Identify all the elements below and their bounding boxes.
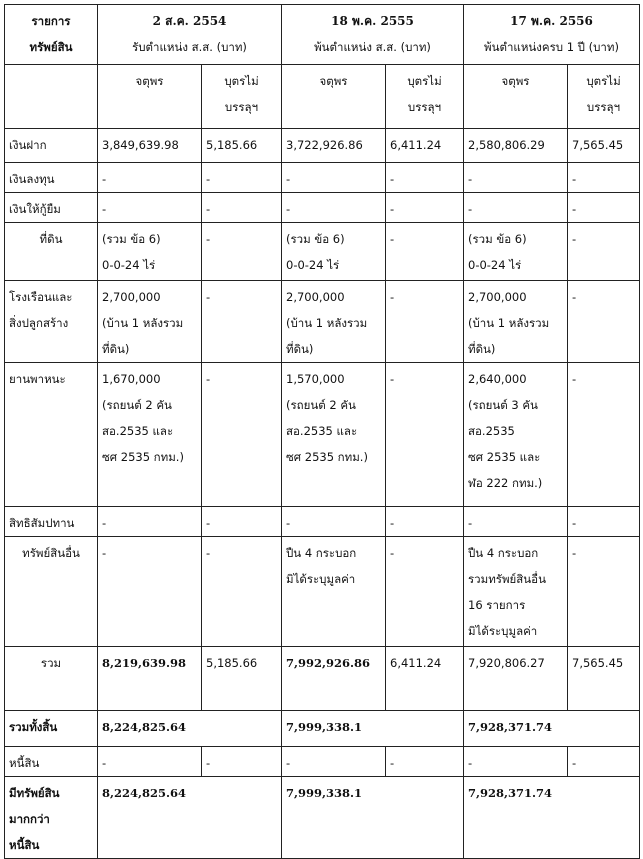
cell-line: - xyxy=(572,546,577,560)
debt-cell xyxy=(282,747,386,777)
cell-line: (รถยนต์ 2 คัน xyxy=(102,398,172,412)
net-value: 7,928,371.74 xyxy=(468,786,553,800)
table-cell xyxy=(386,193,464,223)
header-row xyxy=(5,5,640,65)
table-cell xyxy=(386,363,464,507)
subheader-child-line2: บรรลุฯ xyxy=(407,100,442,114)
cell-line: 2,700,000 xyxy=(102,290,161,304)
cell-line: 0-0-24 ไร่ xyxy=(102,258,156,272)
row-label-line: โรงเรือนและ xyxy=(9,290,73,304)
sum-cell xyxy=(98,647,202,711)
table-row xyxy=(5,281,640,363)
cell-line: รวมทรัพย์สินอื่น xyxy=(468,572,546,586)
table-cell xyxy=(202,537,282,647)
cell-line: 2,580,806.29 xyxy=(468,138,545,152)
table-cell xyxy=(282,163,386,193)
header-item-label xyxy=(5,5,98,65)
cell-line: 3,722,926.86 xyxy=(286,138,363,152)
period-2-date: 18 พ.ค. 2555 xyxy=(331,14,414,28)
cell-line: - xyxy=(206,372,211,386)
cell-line: - xyxy=(102,202,107,216)
asset-declaration-table xyxy=(4,4,640,859)
row-label xyxy=(5,163,98,193)
table-cell xyxy=(98,163,202,193)
debt-cell xyxy=(202,747,282,777)
subheader-person-label: จตุพร xyxy=(135,74,164,88)
table-cell xyxy=(386,163,464,193)
cell-line: - xyxy=(390,202,395,216)
subheader-child-line2: บรรลุฯ xyxy=(224,100,259,114)
table-cell xyxy=(568,363,640,507)
cell-line: ปืน 4 กระบอก xyxy=(286,546,357,560)
cell-line: 1,570,000 xyxy=(286,372,345,386)
cell-line: ปืน 4 กระบอก xyxy=(468,546,539,560)
table-cell xyxy=(386,129,464,163)
net-label xyxy=(5,777,98,859)
table-cell xyxy=(386,281,464,363)
cell-line: ที่ดิน) xyxy=(468,342,496,356)
subheader-child xyxy=(386,65,464,129)
subheader-person xyxy=(282,65,386,129)
cell-line: - xyxy=(572,290,577,304)
subheader-person xyxy=(464,65,568,129)
cell-line: - xyxy=(468,172,473,186)
cell-line: 16 รายการ xyxy=(468,598,526,612)
table-cell xyxy=(464,537,568,647)
debt-cell xyxy=(568,747,640,777)
cell-line: ซศ 2535 กทม.) xyxy=(286,450,368,464)
cell-line: - xyxy=(206,546,211,560)
subheader-person-label: จตุพร xyxy=(501,74,530,88)
table-cell xyxy=(202,129,282,163)
cell-line: (รวม ข้อ 6) xyxy=(102,232,161,246)
period-1-status: รับตำแหน่ง ส.ส. (บาท) xyxy=(132,40,247,54)
sum-row xyxy=(5,647,640,711)
subheader-empty xyxy=(5,65,98,129)
cell-line: สอ.2535 และ xyxy=(286,424,358,438)
table-cell xyxy=(98,193,202,223)
period-2-status: พ้นตำแหน่ง ส.ส. (บาท) xyxy=(314,40,431,54)
cell-line: มิได้ระบุมูลค่า xyxy=(286,572,356,586)
debt-value: - xyxy=(102,756,107,770)
row-label-line: เงินลงทุน xyxy=(9,172,55,186)
header-period-1 xyxy=(98,5,282,65)
cell-line: ซศ 2535 และ xyxy=(468,450,541,464)
header-period-2 xyxy=(282,5,464,65)
row-label-line: สิ่งปลูกสร้าง xyxy=(9,316,69,330)
row-label xyxy=(5,537,98,647)
debt-cell xyxy=(464,747,568,777)
sum-label-text: รวม xyxy=(40,656,62,670)
subheader-person xyxy=(98,65,202,129)
net-value: 7,999,338.1 xyxy=(286,786,363,800)
table-cell xyxy=(98,281,202,363)
sum-value: 5,185.66 xyxy=(206,656,258,670)
sum-value: 8,219,639.98 xyxy=(102,656,187,670)
cell-line: - xyxy=(572,172,577,186)
subheader-child xyxy=(568,65,640,129)
row-label xyxy=(5,223,98,281)
cell-line: (บ้าน 1 หลังรวม xyxy=(468,316,550,330)
table-cell xyxy=(98,507,202,537)
cell-line: 2,640,000 xyxy=(468,372,527,386)
cell-line: (บ้าน 1 หลังรวม xyxy=(102,316,184,330)
period-3-date: 17 พ.ค. 2556 xyxy=(510,14,593,28)
cell-line: - xyxy=(390,290,395,304)
table-cell xyxy=(202,223,282,281)
total-row xyxy=(5,711,640,747)
cell-line: - xyxy=(572,232,577,246)
net-value: 8,224,825.64 xyxy=(102,786,187,800)
table-cell xyxy=(464,363,568,507)
table-row xyxy=(5,193,640,223)
cell-line: - xyxy=(102,516,107,530)
cell-line: - xyxy=(206,290,211,304)
sum-label xyxy=(5,647,98,711)
row-label xyxy=(5,363,98,507)
subheader-child-line2: บรรลุฯ xyxy=(586,100,621,114)
table-cell xyxy=(282,281,386,363)
table-cell xyxy=(202,363,282,507)
net-value-cell xyxy=(464,777,640,859)
cell-line: - xyxy=(468,516,473,530)
debt-label-text: หนี้สิน xyxy=(9,756,40,770)
table-cell xyxy=(464,507,568,537)
cell-line: 3,849,639.98 xyxy=(102,138,179,152)
table-cell xyxy=(568,193,640,223)
table-cell xyxy=(202,163,282,193)
cell-line: มิได้ระบุมูลค่า xyxy=(468,624,538,638)
subheader-person-label: จตุพร xyxy=(319,74,348,88)
table-cell xyxy=(464,163,568,193)
sum-cell xyxy=(282,647,386,711)
cell-line: สอ.2535 และ xyxy=(102,424,174,438)
subheader-child-line1: บุตรไม่ xyxy=(224,74,259,88)
row-label xyxy=(5,193,98,223)
debt-value: - xyxy=(390,756,395,770)
table-row xyxy=(5,363,640,507)
cell-line: 2,700,000 xyxy=(286,290,345,304)
period-3-status: พ้นตำแหน่งครบ 1 ปี (บาท) xyxy=(484,40,619,54)
cell-line: - xyxy=(206,232,211,246)
table-cell xyxy=(386,537,464,647)
net-label-line: หนี้สิน xyxy=(9,838,40,852)
cell-line: (รถยนต์ 3 คัน xyxy=(468,398,538,412)
sum-cell xyxy=(464,647,568,711)
table-row xyxy=(5,507,640,537)
cell-line: 0-0-24 ไร่ xyxy=(468,258,522,272)
sum-value: 6,411.24 xyxy=(390,656,442,670)
header-item-label-line1: รายการ xyxy=(31,14,71,28)
table-cell xyxy=(568,507,640,537)
table-cell xyxy=(202,507,282,537)
net-row xyxy=(5,777,640,859)
cell-line: - xyxy=(390,232,395,246)
cell-line: 7,565.45 xyxy=(572,138,624,152)
table-row xyxy=(5,163,640,193)
debt-value: - xyxy=(206,756,211,770)
table-row xyxy=(5,537,640,647)
cell-line: - xyxy=(206,172,211,186)
row-label-line: เงินให้กู้ยืม xyxy=(9,202,61,216)
debt-cell xyxy=(98,747,202,777)
cell-line: 6,411.24 xyxy=(390,138,442,152)
cell-line: (รวม ข้อ 6) xyxy=(286,232,345,246)
debt-value: - xyxy=(286,756,291,770)
cell-line: - xyxy=(102,172,107,186)
row-label xyxy=(5,281,98,363)
cell-line: - xyxy=(102,546,107,560)
cell-line: 5,185.66 xyxy=(206,138,258,152)
cell-line: - xyxy=(286,202,291,216)
debt-label xyxy=(5,747,98,777)
row-label-line: ยานพาหนะ xyxy=(9,372,66,386)
net-label-line: มีทรัพย์สิน xyxy=(9,786,60,800)
total-label-text: รวมทั้งสิ้น xyxy=(9,720,58,734)
table-cell xyxy=(282,537,386,647)
cell-line: ที่ดิน) xyxy=(286,342,314,356)
cell-line: - xyxy=(572,516,577,530)
cell-line: 2,700,000 xyxy=(468,290,527,304)
table-cell xyxy=(464,193,568,223)
sum-value: 7,565.45 xyxy=(572,656,624,670)
cell-line: - xyxy=(572,372,577,386)
sum-cell xyxy=(386,647,464,711)
cell-line: - xyxy=(286,172,291,186)
net-label-line: มากกว่า xyxy=(9,812,50,826)
table-cell xyxy=(464,129,568,163)
total-value-cell xyxy=(282,711,464,747)
table-cell xyxy=(282,129,386,163)
cell-line: - xyxy=(286,516,291,530)
cell-line: - xyxy=(468,202,473,216)
subheader-row xyxy=(5,65,640,129)
cell-line: - xyxy=(206,516,211,530)
cell-line: (รถยนต์ 2 คัน xyxy=(286,398,356,412)
total-label xyxy=(5,711,98,747)
debt-cell xyxy=(386,747,464,777)
table-cell xyxy=(282,223,386,281)
row-label-line: เงินฝาก xyxy=(9,138,47,152)
cell-line: - xyxy=(390,372,395,386)
debt-value: - xyxy=(468,756,473,770)
table-cell xyxy=(282,363,386,507)
cell-line: ซศ 2535 กทม.) xyxy=(102,450,184,464)
sum-value: 7,920,806.27 xyxy=(468,656,545,670)
table-cell xyxy=(98,223,202,281)
sum-cell xyxy=(568,647,640,711)
cell-line: ฬอ 222 กทม.) xyxy=(468,476,543,490)
subheader-child-line1: บุตรไม่ xyxy=(407,74,442,88)
cell-line: 1,670,000 xyxy=(102,372,161,386)
table-cell xyxy=(464,281,568,363)
cell-line: - xyxy=(390,546,395,560)
table-cell xyxy=(202,281,282,363)
cell-line: - xyxy=(390,172,395,186)
debt-value: - xyxy=(572,756,577,770)
table-cell xyxy=(98,537,202,647)
table-cell xyxy=(568,223,640,281)
cell-line: - xyxy=(572,202,577,216)
total-value: 7,928,371.74 xyxy=(468,720,553,734)
cell-line: สอ.2535 xyxy=(468,424,515,438)
header-period-3 xyxy=(464,5,640,65)
cell-line: - xyxy=(206,202,211,216)
table-cell xyxy=(282,507,386,537)
table-row xyxy=(5,223,640,281)
subheader-child xyxy=(202,65,282,129)
cell-line: ที่ดิน) xyxy=(102,342,130,356)
table-cell xyxy=(202,193,282,223)
cell-line: - xyxy=(390,516,395,530)
row-label-line: สิทธิสัมปทาน xyxy=(9,516,75,530)
net-value-cell xyxy=(282,777,464,859)
subheader-child-line1: บุตรไม่ xyxy=(586,74,621,88)
table-cell xyxy=(568,281,640,363)
net-value-cell xyxy=(98,777,282,859)
table-cell xyxy=(568,163,640,193)
row-label-line: ที่ดิน xyxy=(39,232,63,246)
table-cell xyxy=(98,129,202,163)
cell-line: 0-0-24 ไร่ xyxy=(286,258,340,272)
table-cell xyxy=(98,363,202,507)
sum-cell xyxy=(202,647,282,711)
row-label xyxy=(5,507,98,537)
table-cell xyxy=(568,129,640,163)
table-cell xyxy=(282,193,386,223)
table-cell xyxy=(464,223,568,281)
table-cell xyxy=(386,507,464,537)
total-value-cell xyxy=(464,711,640,747)
total-value: 8,224,825.64 xyxy=(102,720,187,734)
table-cell xyxy=(568,537,640,647)
debt-row xyxy=(5,747,640,777)
table-row xyxy=(5,129,640,163)
sum-value: 7,992,926.86 xyxy=(286,656,371,670)
cell-line: (บ้าน 1 หลังรวม xyxy=(286,316,368,330)
period-1-date: 2 ส.ค. 2554 xyxy=(152,14,227,28)
row-label-line: ทรัพย์สินอื่น xyxy=(22,546,80,560)
cell-line: (รวม ข้อ 6) xyxy=(468,232,527,246)
total-value: 7,999,338.1 xyxy=(286,720,363,734)
table-cell xyxy=(386,223,464,281)
total-value-cell xyxy=(98,711,282,747)
row-label xyxy=(5,129,98,163)
header-item-label-line2: ทรัพย์สิน xyxy=(29,40,73,54)
